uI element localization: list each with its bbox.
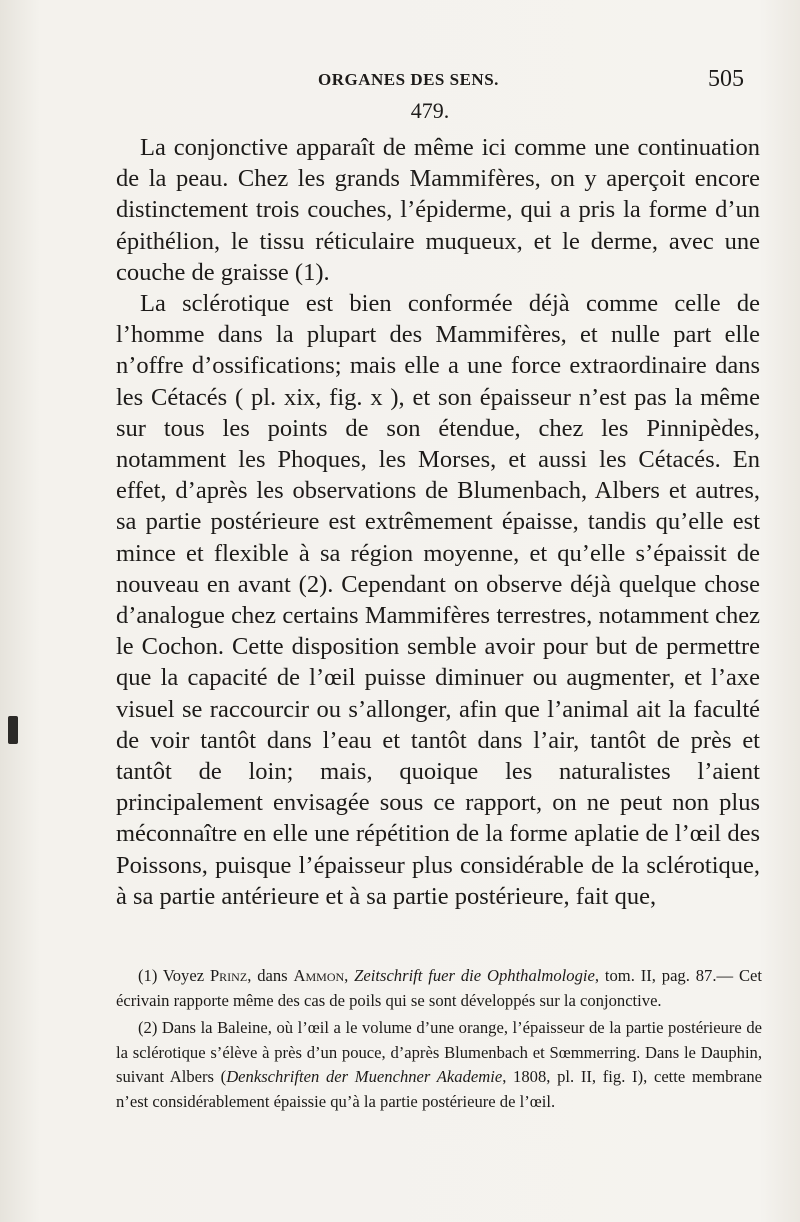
paragraph-sclerotique: La sclérotique est bien conformée déjà comme celle de l’homme dans la plupart des Mammifères, et nulle part elle n’offre d’ossifications; mais elle a une force extraordinaire dans les Cétacés ( pl. xix, fig. x ), et son épaisseur n’est pas la même sur tous les points de son étendue, chez les Pinnipèdes, notamment les Phoques, les Morses, et aussi les Cétacés. En effet, d’après les observations de Blumenbach, Albers et autres, sa partie postérieure est extrêmement épaisse, tandis qu’elle est mince et flexible à sa région moyenne, et qu’elle s’épaissit de nouveau en avant (2). Cependant on observe déjà quelque chose d’analogue chez certains Mammifères terrestres, notamment chez le Cochon. Cette disposition semble avoir pour but de permettre que la capacité de l’œil puisse diminuer ou augmenter, et l’axe visuel se raccourcir ou s’allonger, afin que l’animal ait la faculté de voir tantôt dans l’eau et tantôt dans l’air, tantôt de près et tantôt de loin; mais, quoique les naturalistes l’aient principalement envisagée sous ce rapport, on ne peut non plus méconnaître en elle une répétition de la forme aplatie de l’œil des Poissons, puisque l’épaisseur plus considérable de la sclérotique, à sa partie antérieure et à sa partie postérieure, fait que, <box>116 290 760 910</box>
main-text <box>116 132 760 912</box>
paragraph-conjonctive: La conjonctive apparaît de même ici comme une continuation de la peau. Chez les grands Mammifères, on y aperçoit encore distinctement trois couches, l’épiderme, qui a pris la forme d’un épithélion, le tissu réticulaire muqueux, et le derme, avec une couche de graisse (1). <box>116 134 760 286</box>
page-number: 505 <box>708 66 744 92</box>
footnote-1-editor: Ammon <box>293 966 345 985</box>
footnote-2-journal: Denkschriften der Muenchner Akademie <box>226 1067 503 1087</box>
footnote-1-author: Prinz <box>209 966 248 985</box>
footnote-1-connector: , dans <box>247 966 294 985</box>
footnote-1-text: , tom. II, pag. 87.— Cet écrivain rapporte même des cas de poils qui se sont développés sur la conjonctive. <box>116 966 762 1010</box>
footnotes <box>116 964 762 1118</box>
footnote-1-separator: , <box>344 966 355 985</box>
footnote-1-marker: (1) Voyez <box>138 966 210 985</box>
page-header <box>0 66 800 96</box>
section-number: 479. <box>410 98 450 123</box>
footnote-2 <box>116 1016 762 1114</box>
footnote-2-text-b: , 1808, pl. II, fig. I), cette membrane n’est considérablement épaissie qu’à la partie postérieure de l’œil. <box>116 1067 763 1111</box>
footnote-2-text-a: (2) Dans la Baleine, où l’œil a le volume d’une orange, l’épaisseur de la partie postérieure de la sclérotique s’élève à près d’un pouce, d’après Blumenbach et Sœmmerring. Dans le Dauphin, suivant Albers ( <box>116 1018 762 1087</box>
running-title: ORGANES DES SENS. <box>318 70 499 89</box>
binding-mark <box>8 716 18 744</box>
footnote-1 <box>116 964 762 1013</box>
footnote-1-journal: Zeitschrift fuer die Ophthalmologie <box>354 966 595 985</box>
